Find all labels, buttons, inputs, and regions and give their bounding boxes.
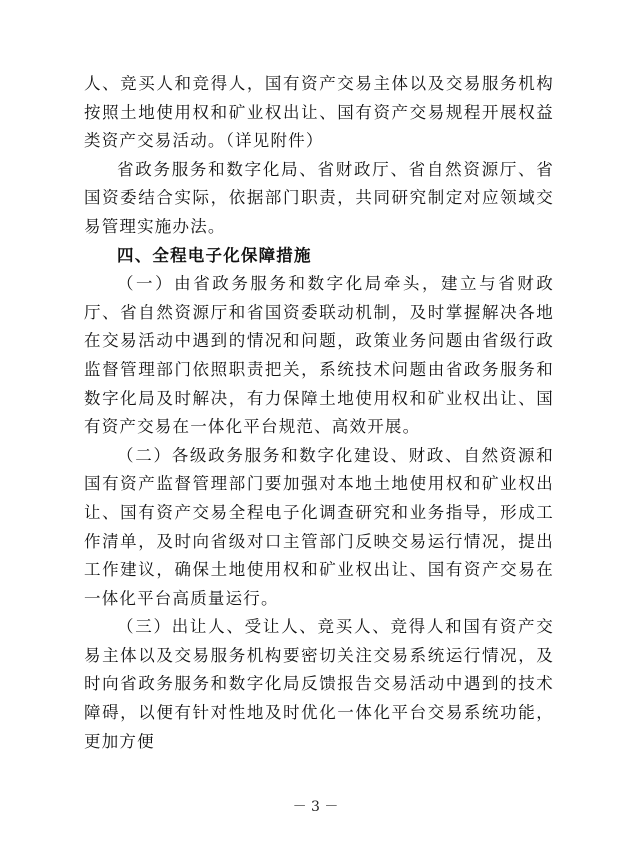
paragraph-item-1: （一）由省政务服务和数字化局牵头，建立与省财政厅、省自然资源厅和省国资委联动机制，及时掌握解决各地在交易活动中遇到的情况和问题，政策业务问题由省级行政监督管理部门依照职责把关，系统技术问题由省政务服务和数字化局及时解决，有力保障土地使用权和矿业权出让、国有资产交易在一体化平台规范、高效开展。 xyxy=(84,274,554,437)
paragraph-implementation-measures: 省政务服务和数字化局、省财政厅、省自然资源厅、省国资委结合实际，依据部门职责，共同研究制定对应领域交易管理实施办法。 xyxy=(84,159,554,236)
page-number: － 3 － xyxy=(292,799,339,815)
section-heading-4: 四、全程电子化保障措施 xyxy=(117,245,312,265)
document-body xyxy=(84,70,554,756)
paragraph-continuation: 人、竞买人和竞得人，国有资产交易主体以及交易服务机构按照土地使用权和矿业权出让、国有资产交易规程开展权益类资产交易活动。（详见附件） xyxy=(84,74,554,151)
paragraph-item-2: （二）各级政务服务和数字化建设、财政、自然资源和国有资产监督管理部门要加强对本地土地使用权和矿业权出让、国有资产交易全程电子化调查研究和业务指导，形成工作清单，及时向省级对口主管部门反映交易运行情况，提出工作建议，确保土地使用权和矿业权出让、国有资产交易在一体化平台高质量运行。 xyxy=(84,445,554,608)
paragraph-item-3: （三）出让人、受让人、竞买人、竞得人和国有资产交易主体以及交易服务机构要密切关注交易系统运行情况，及时向省政务服务和数字化局反馈报告交易活动中遇到的技术障碍，以便有针对性地及时优化一体化平台交易系统功能，更加方便 xyxy=(84,617,554,751)
